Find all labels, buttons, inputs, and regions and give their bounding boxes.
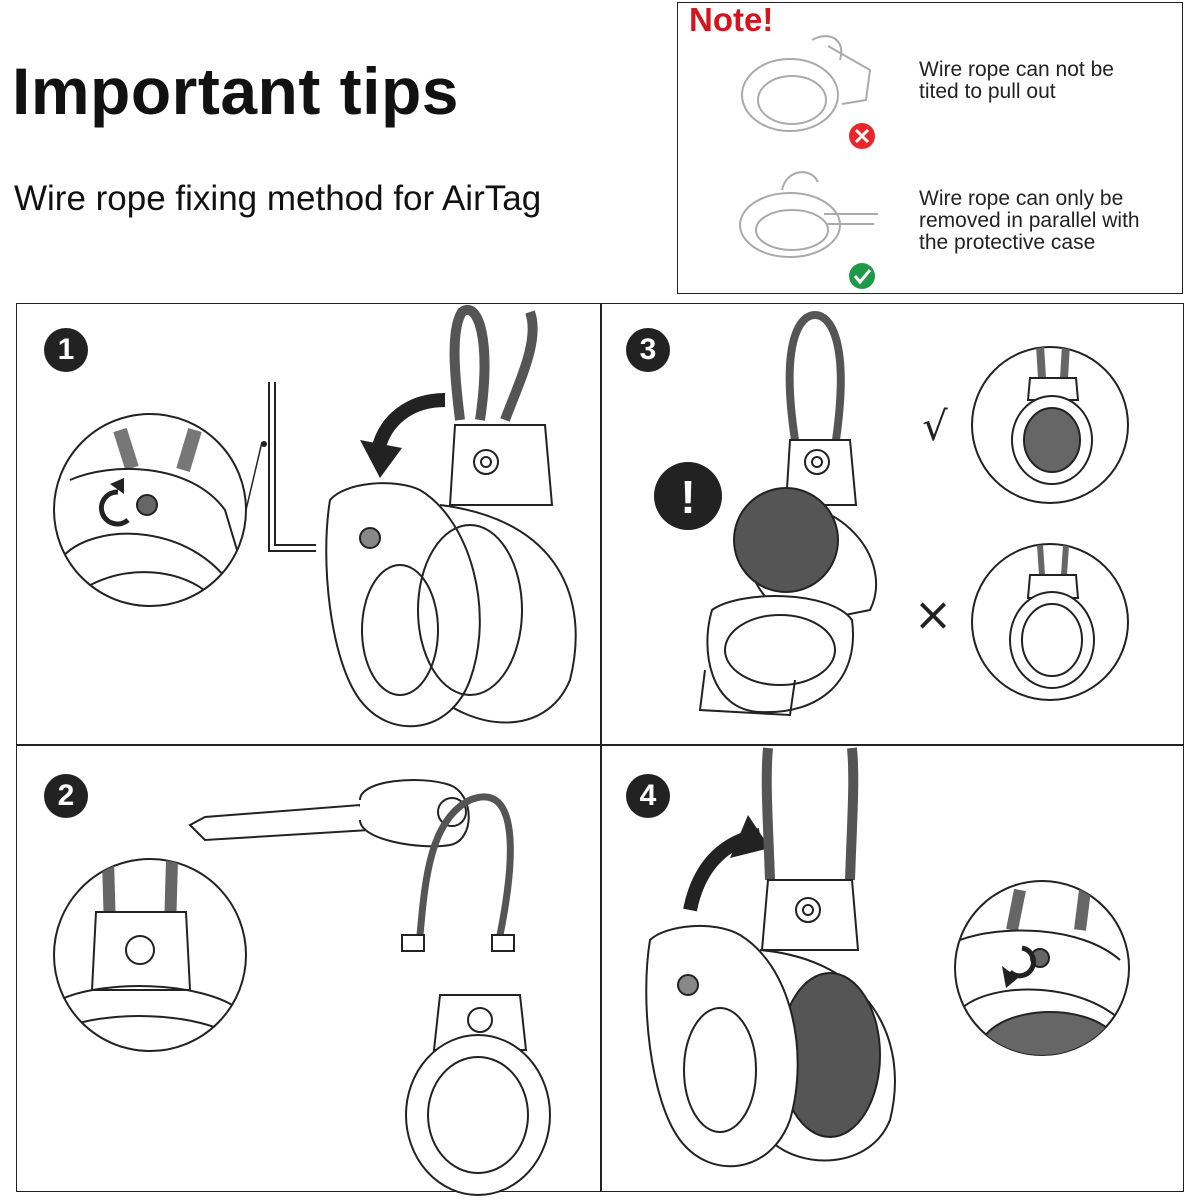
note-line: tited to pull out <box>919 80 1056 103</box>
rotate-arrow-icon <box>378 400 445 450</box>
page-subtitle: Wire rope fixing method for AirTag <box>14 179 542 218</box>
hex-key-icon <box>246 382 316 548</box>
warning-symbol: ! <box>680 471 696 523</box>
step-3-wrong-zoom <box>972 544 1128 700</box>
correct-check-icon <box>849 263 875 289</box>
step-4-badge: 4 <box>626 774 670 818</box>
step-4-case-illustration <box>646 748 895 1166</box>
step-2-case-illustration <box>406 995 550 1195</box>
step-3-correct-zoom <box>972 345 1128 503</box>
wrong-x-icon <box>849 123 875 149</box>
step-1-badge: 1 <box>44 328 88 372</box>
step-3-case-illustration <box>700 315 876 715</box>
step-2-detail-zoom <box>54 859 246 1051</box>
page-title: Important tips <box>12 54 459 128</box>
note-correct-sketch <box>740 172 878 257</box>
step-4-detail-zoom <box>955 881 1130 1088</box>
correct-check-mark-icon: √ <box>922 404 948 450</box>
wrong-cross-mark-icon: × <box>913 587 953 641</box>
warning-icon <box>654 462 722 530</box>
step-2-badge: 2 <box>44 774 88 818</box>
note-line: the protective case <box>919 231 1096 254</box>
step-3-badge: 3 <box>626 328 670 372</box>
step-1-detail-zoom <box>54 414 246 620</box>
key-illustration <box>190 780 469 846</box>
note-line: Wire rope can not be <box>919 58 1114 81</box>
note-wrong-sketch <box>742 36 870 131</box>
note-line: removed in parallel with <box>919 209 1140 232</box>
note-title: Note! <box>689 1 774 38</box>
step-1-case-illustration <box>326 310 575 726</box>
note-line: Wire rope can only be <box>919 187 1124 210</box>
